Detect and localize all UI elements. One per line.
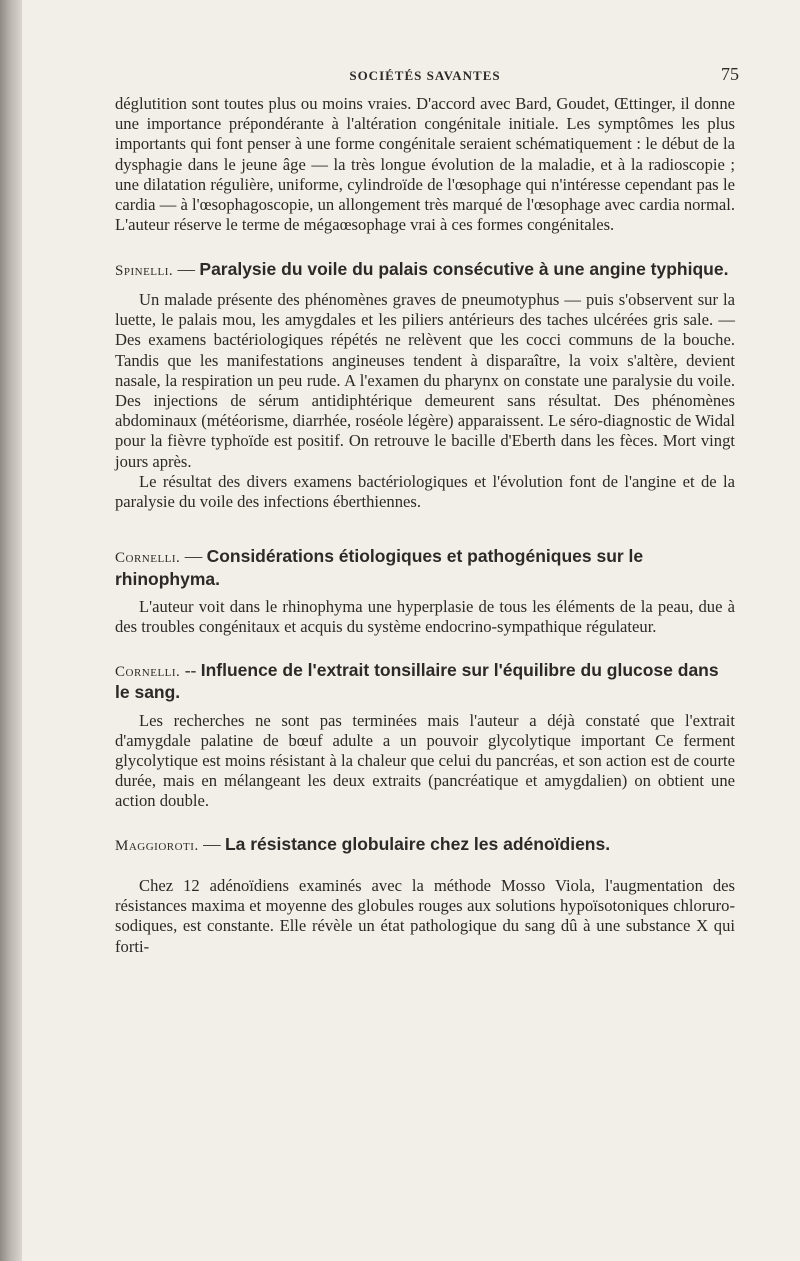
page-number: 75: [721, 64, 739, 84]
entry-paragraph: Chez 12 adénoïdiens examinés avec la méthode Mosso Viola, l'augmentation des résistances maxima et moyenne des globules rouges aux solutions hypoïsotoniques chloruro-sodiques, est constante. Elle révèle un état pathologique du sang dû à une substance X qui forti-: [115, 876, 735, 956]
entry-author: Cornelli.: [115, 663, 181, 680]
entry-heading: [115, 660, 735, 703]
book-page: [115, 60, 739, 957]
entry-cornelli-glucose: [115, 660, 735, 812]
entry-title: Considérations étiologiques et pathogéniques sur le rhinophyma.: [115, 546, 644, 589]
entry-title: La résistance globulaire chez les adénoïdiens.: [224, 833, 611, 854]
running-head: [115, 60, 739, 94]
entry-paragraph: Le résultat des divers examens bactériologiques et l'évolution font de l'angine et de la paralysie du voile des infections éberthiennes.: [115, 471, 735, 511]
entry-author: Maggioroti.: [115, 837, 199, 854]
entry-author: Cornelli.: [115, 550, 181, 567]
entry-dash: —: [180, 546, 207, 567]
entry-author: Spinelli.: [115, 263, 174, 280]
page-binding-shadow: [0, 0, 22, 1261]
entry-heading: [115, 259, 735, 282]
entry-title: Paralysie du voile du palais consécutive à une angine typhique.: [199, 259, 729, 280]
entry-cornelli-rhinophyma: [115, 546, 735, 637]
entry-paragraph: Un malade présente des phénomènes graves de pneumotyphus — puis s'observent sur la luette, le palais mou, les amygdales et les piliers antérieurs des taches ulcérées gris sale. — Des examens bactériologiques répétés ne relèvent que les cocci communs de la bouche. Tandis que les manifestations angineuses tendent à disparaître, la voix s'altère, devient nasale, la respiration un peu rude. A l'examen du pharynx on constate une paralysie du voile. Des injections de sérum antidiphtérique demeurent sans résultat. Des phénomènes abdominaux (météorisme, diarrhée, roséole légère) apparaissent. Le séro-diagnostic de Widal pour la fièvre typhoïde est positif. On retrouve le bacille d'Eberth dans les fèces. Mort vingt jours après.: [115, 289, 735, 471]
entry-dash: —: [173, 259, 200, 280]
entry-spinelli: [115, 259, 735, 512]
entry-paragraph: Les recherches ne sont pas terminées mais l'auteur a déjà constaté que l'extrait d'amygdale palatine de bœuf adulte a un pouvoir glycolytique important Ce ferment glycolytique est moins résistant à la chaleur que celui du pancréas, et son action est de courte durée, mais en mélangeant les deux extraits (pancréatique et amygdalien) on obtient une action double.: [115, 710, 735, 811]
running-title: SOCIÉTÉS SAVANTES: [349, 68, 501, 83]
entry-dash: —: [198, 833, 225, 854]
entry-paragraph: L'auteur voit dans le rhinophyma une hyperplasie de tous les éléments de la peau, due à des troubles congénitaux et acquis du système endocrino-sympathique régulateur.: [115, 597, 735, 637]
entry-title: Influence de l'extrait tonsillaire sur l'équilibre du glucose dans le sang.: [115, 659, 719, 703]
entry-maggioroti: [115, 834, 735, 957]
entry-heading: [115, 546, 735, 589]
entry-dash: --: [180, 659, 201, 680]
intro-paragraph: déglutition sont toutes plus ou moins vraies. D'accord avec Bard, Goudet, Œttinger, il donne une importance prépondérante à l'altération congénitale initiale. Les symptômes les plus importants qui font penser à une forme congénitale seraient schématiquement : le début de la dysphagie dans le jeune âge — la très longue évolution de la maladie, et à la radioscopie ; une dilatation régulière, uniforme, cylindroïde de l'œsophage qui n'intéresse cependant pas le cardia — à l'œsophagoscopie, un allongement très marqué de l'œsophage avec cardia normal. L'auteur réserve le terme de mégaœsophage vrai à ces formes congénitales.: [115, 94, 735, 235]
entry-heading: [115, 834, 735, 857]
